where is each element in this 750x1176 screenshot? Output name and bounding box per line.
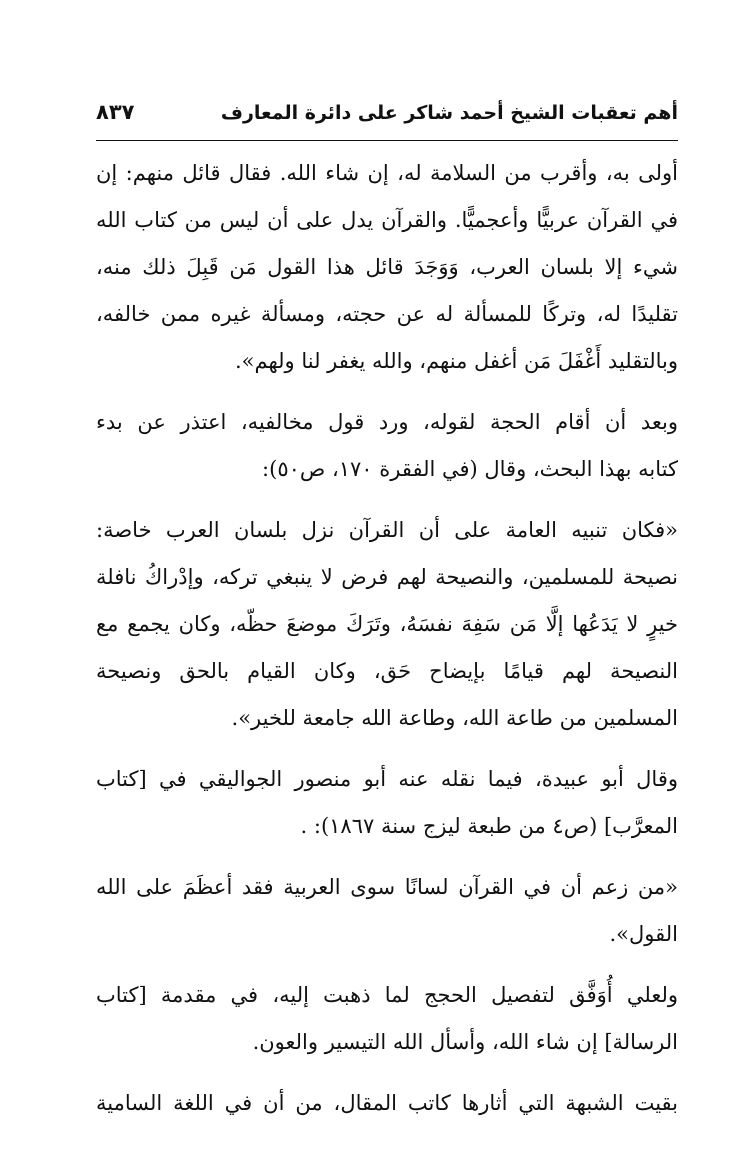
- paragraph: [96, 972, 678, 1066]
- text-line: ولعلي أُوَفَّق لتفصيل الحجج لما ذهبت إليه، في مقدمة [كتاب: [96, 983, 678, 1007]
- text-line: خيرٍ لا يَدَعُها إلَّا مَن سَفِهَ نفسَهُ، وتَرَكَ موضعَ حظّه، وكان يجمع مع: [96, 612, 678, 636]
- page-header: [96, 96, 678, 136]
- text-line: نصيحة للمسلمين، والنصيحة لهم فرض لا ينبغي تركه، وإدْراكُ نافلة: [96, 565, 678, 589]
- page-number: ٨٣٧: [96, 100, 135, 124]
- paragraph: [96, 756, 678, 850]
- text-line: «فكان تنبيه العامة على أن القرآن نزل بلسان العرب خاصة:: [96, 518, 678, 542]
- text-line: وبعد أن أقام الحجة لقوله، ورد قول مخالفيه، اعتذر عن بدء: [96, 410, 678, 434]
- text-line: في القرآن عربيًّا وأعجميًّا. والقرآن يدل على أن ليس من كتاب الله: [96, 208, 678, 232]
- text-line: شيء إلا بلسان العرب، وَوَجَدَ قائل هذا القول مَن قَبِلَ ذلك منه،: [96, 255, 678, 279]
- text-line: أولى به، وأقرب من السلامة له، إن شاء الله. فقال قائل منهم: إن: [96, 161, 678, 185]
- text-line: تقليدًا له، وتركًا للمسألة له عن حجته، ومسألة غيره ممن خالفه،: [96, 302, 678, 326]
- text-line: الرسالة] إن شاء الله، وأسأل الله التيسير والعون.: [252, 1030, 678, 1054]
- text-line: النصيحة لهم قيامًا بإيضاح حَق، وكان القيام بالحق ونصيحة: [96, 659, 678, 683]
- text-line: القول».: [609, 922, 678, 946]
- text-line: المسلمين من طاعة الله، وطاعة الله جامعة للخير».: [231, 706, 678, 730]
- text-line: «من زعم أن في القرآن لسانًا سوى العربية فقد أعظَمَ على الله: [96, 875, 678, 899]
- text-line: وبالتقليد أَغْفَلَ مَن أغفل منهم، والله يغفر لنا ولهم».: [234, 349, 678, 373]
- quotation-paragraph: [96, 507, 678, 742]
- quotation-paragraph: [96, 864, 678, 958]
- running-title: أهم تعقبات الشيخ أحمد شاكر على دائرة المعارف: [220, 102, 678, 124]
- paragraph: [96, 1080, 678, 1127]
- text-line: المعرَّب] (ص٤ من طبعة ليزج سنة ١٨٦٧): .: [300, 814, 678, 838]
- text-line: وقال أبو عبيدة، فيما نقله عنه أبو منصور الجواليقي في [كتاب: [96, 767, 678, 791]
- paragraph: [96, 150, 678, 385]
- text-line: بقيت الشبهة التي أثارها كاتب المقال، من أن في اللغة السامية: [96, 1091, 678, 1115]
- paragraph: [96, 399, 678, 493]
- page-body: [96, 150, 678, 1141]
- text-line: كتابه بهذا البحث، وقال (في الفقرة ١٧٠، ص٥٠):: [262, 457, 678, 481]
- header-rule: [96, 140, 678, 141]
